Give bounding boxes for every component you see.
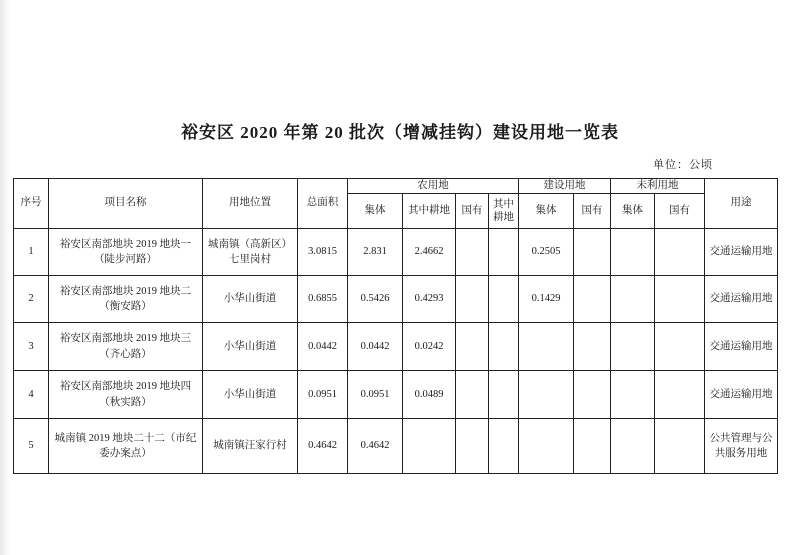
header-row-groups (14, 179, 778, 194)
table-cell: 交通运输用地 (705, 371, 778, 419)
col-group-agricultural-land: 农用地 (348, 179, 519, 194)
table-cell: 1 (14, 229, 49, 276)
table-cell: 城南镇 2019 地块二十二（市纪委办案点） (49, 419, 203, 474)
table-cell: 0.0442 (348, 323, 403, 371)
col-header-location: 用地位置 (203, 179, 298, 229)
table-cell: 0.0489 (403, 371, 456, 419)
table-cell: 公共管理与公共服务用地 (705, 419, 778, 474)
table-cell: 4 (14, 371, 49, 419)
table-header (14, 179, 778, 229)
col-header-agri-collective: 集体 (348, 194, 403, 229)
col-header-agri-state-cultivated: 其中耕地 (489, 194, 519, 229)
table-cell: 0.5426 (348, 276, 403, 323)
table-cell (456, 276, 489, 323)
table-cell: 2 (14, 276, 49, 323)
page-edge-shadow (0, 0, 10, 555)
table-cell (655, 229, 705, 276)
table-cell: 交通运输用地 (705, 276, 778, 323)
unit-label: 单位：公顷 (653, 159, 713, 171)
table-cell (574, 419, 611, 474)
table-row (14, 276, 778, 323)
table-cell (611, 276, 655, 323)
table-cell (519, 371, 574, 419)
col-header-serial: 序号 (14, 179, 49, 229)
table-cell: 2.831 (348, 229, 403, 276)
col-header-agri-state: 国有 (456, 194, 489, 229)
table-cell: 交通运输用地 (705, 229, 778, 276)
table-cell: 0.0951 (348, 371, 403, 419)
table-row (14, 419, 778, 474)
table-cell: 0.4642 (348, 419, 403, 474)
table-cell: 城南镇（高新区）七里岗村 (203, 229, 298, 276)
table-cell (456, 419, 489, 474)
col-header-constr-state: 国有 (574, 194, 611, 229)
table-row (14, 371, 778, 419)
table-cell (519, 419, 574, 474)
col-header-constr-collective: 集体 (519, 194, 574, 229)
col-header-usage: 用途 (705, 179, 778, 229)
table-cell (574, 323, 611, 371)
table-cell (574, 276, 611, 323)
table-cell: 0.0951 (298, 371, 348, 419)
table-cell (574, 229, 611, 276)
col-header-project-name: 项目名称 (49, 179, 203, 229)
table-row (14, 229, 778, 276)
table-cell: 小华山街道 (203, 276, 298, 323)
table-cell (456, 229, 489, 276)
table-body (14, 229, 778, 474)
table-cell (655, 276, 705, 323)
table-cell: 2.4662 (403, 229, 456, 276)
table-cell (456, 323, 489, 371)
table-cell: 小华山街道 (203, 323, 298, 371)
table-cell: 裕安区南部地块 2019 地块三（齐心路） (49, 323, 203, 371)
table-cell: 3 (14, 323, 49, 371)
table-row (14, 323, 778, 371)
table-cell: 0.6855 (298, 276, 348, 323)
table-cell (489, 323, 519, 371)
table-cell (519, 323, 574, 371)
table-cell: 城南镇汪家行村 (203, 419, 298, 474)
col-header-unused-collective: 集体 (611, 194, 655, 229)
table-cell (655, 419, 705, 474)
table-cell (574, 371, 611, 419)
col-group-unused-land: 未利用地 (611, 179, 705, 194)
table-cell (655, 323, 705, 371)
table-cell (611, 323, 655, 371)
table-cell: 0.2505 (519, 229, 574, 276)
col-header-agri-cultivated: 其中耕地 (403, 194, 456, 229)
table-cell (489, 276, 519, 323)
table-cell: 0.1429 (519, 276, 574, 323)
table-cell: 裕安区南部地块 2019 地块一（陡步河路） (49, 229, 203, 276)
col-group-construction-land: 建设用地 (519, 179, 611, 194)
table-cell (489, 229, 519, 276)
table-cell (655, 371, 705, 419)
col-header-unused-state: 国有 (655, 194, 705, 229)
table-cell (456, 371, 489, 419)
land-use-table (13, 178, 778, 474)
table-cell: 0.4642 (298, 419, 348, 474)
table-cell: 5 (14, 419, 49, 474)
table-cell (403, 419, 456, 474)
table-cell: 0.0442 (298, 323, 348, 371)
table-cell (489, 371, 519, 419)
table-cell: 裕安区南部地块 2019 地块二（衡安路） (49, 276, 203, 323)
table-cell: 0.0242 (403, 323, 456, 371)
page-title: 裕安区 2020 年第 20 批次（增减挂钩）建设用地一览表 (181, 123, 619, 142)
table-cell (611, 371, 655, 419)
table-cell: 3.0815 (298, 229, 348, 276)
table-cell: 交通运输用地 (705, 323, 778, 371)
col-header-total-area: 总面积 (298, 179, 348, 229)
table-cell (611, 229, 655, 276)
table-cell (489, 419, 519, 474)
table-cell: 裕安区南部地块 2019 地块四（秋实路） (49, 371, 203, 419)
table-cell (611, 419, 655, 474)
table-cell: 0.4293 (403, 276, 456, 323)
table-cell: 小华山街道 (203, 371, 298, 419)
